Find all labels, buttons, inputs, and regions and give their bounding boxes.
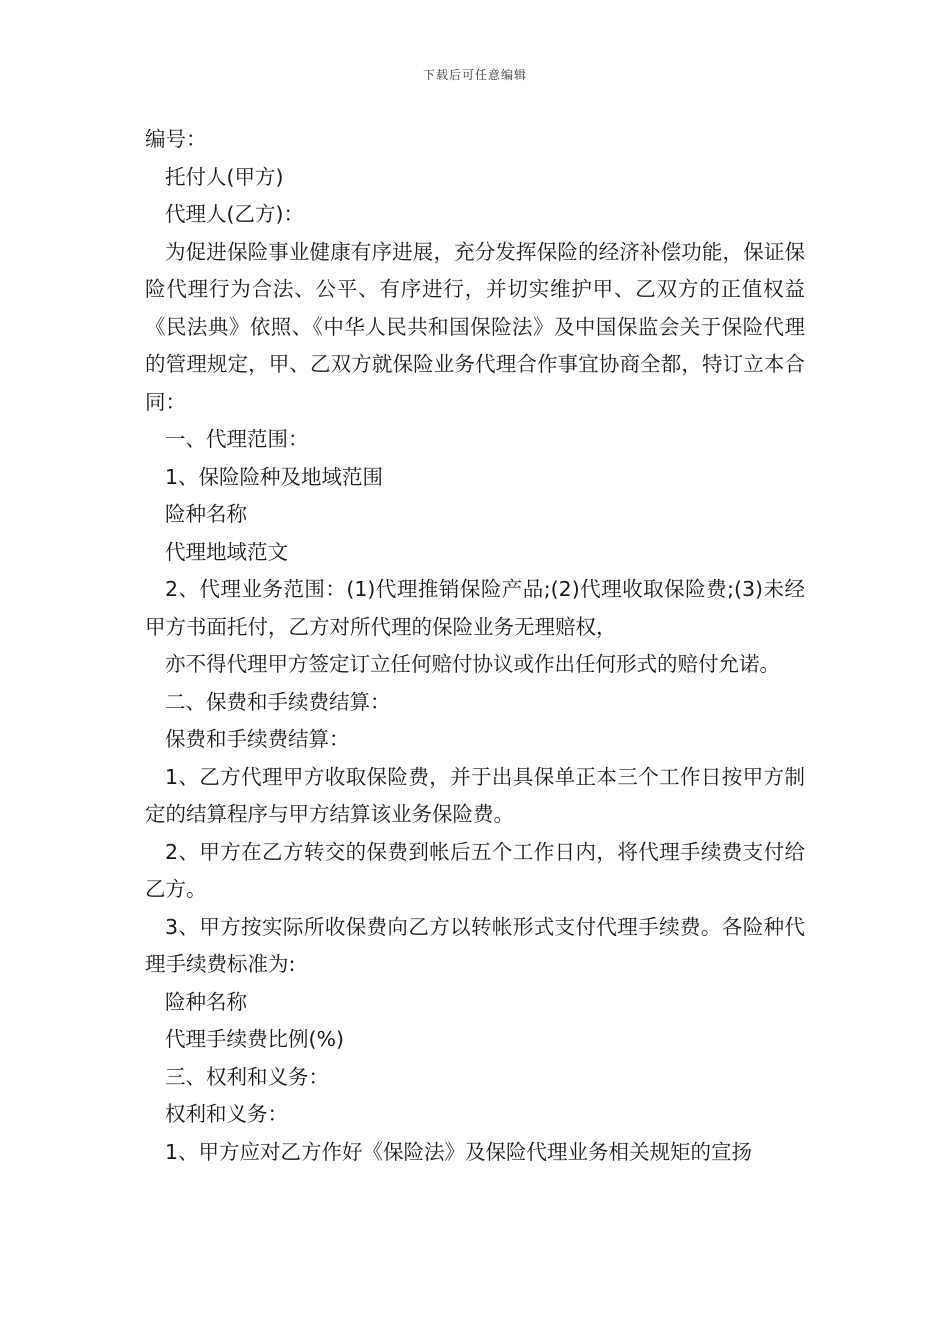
document-body: [145, 121, 805, 1171]
paragraph-settlement-title: 保费和手续费结算：: [165, 727, 350, 751]
paragraph-number: 编号：: [145, 127, 207, 151]
paragraph-region: 代理地域范文: [165, 539, 288, 564]
paragraph-fee-ratio: 代理手续费比例(%): [165, 1027, 344, 1051]
paragraph-scope-1: 1、保险险种及地域范围: [165, 464, 384, 489]
paragraph-insurance-name: 险种名称: [165, 502, 247, 526]
paragraph-scope-2-cont: 亦不得代理甲方签定订立任何赔付协议或作出任何形式的赔付允诺。: [165, 652, 780, 676]
paragraph-preamble: 为促进保险事业健康有序进展，充分发挥保险的经济补偿功能，保证保险代理行为合法、公平、有序进行，并切实维护甲、乙双方的正值权益《民法典》依照、《中华人民共和国保险法》及中国保监会关于保险代理的管理规定，甲、乙双方就保险业务代理合作事宜协商全都，特订立本合同：: [145, 239, 805, 414]
paragraph-principal: 托付人(甲方): [165, 164, 284, 189]
paragraph-settlement-2: 2、甲方在乙方转交的保费到帐后五个工作日内，将代理手续费支付给乙方。: [145, 839, 805, 901]
paragraph-settlement-1: 1、乙方代理甲方收取保险费，并于出具保单正本三个工作日按甲方制定的结算程序与甲方结算该业务保险费。: [145, 764, 805, 826]
paragraph-agent: 代理人(乙方)：: [165, 202, 304, 226]
section-heading-settlement: 二、保费和手续费结算：: [165, 689, 391, 714]
paragraph-settlement-3: 3、甲方按实际所收保费向乙方以转帐形式支付代理手续费。各险种代理手续费标准为:: [145, 914, 805, 976]
section-heading-scope: 一、代理范围：: [165, 427, 309, 451]
paragraph-rights-1: 1、甲方应对乙方作好《保险法》及保险代理业务相关规矩的宣扬: [165, 1139, 753, 1164]
paragraph-scope-2: 2、代理业务范围：(1)代理推销保险产品;(2)代理收取保险费;(3)未经甲方书面托付，乙方对所代理的保险业务无理赔权，: [145, 577, 805, 639]
paragraph-rights-title: 权利和义务：: [165, 1102, 288, 1126]
section-heading-rights: 三、权利和义务：: [165, 1064, 329, 1089]
paragraph-insurance-name-2: 险种名称: [165, 989, 247, 1014]
header-note: 下载后可任意编辑: [422, 68, 527, 82]
